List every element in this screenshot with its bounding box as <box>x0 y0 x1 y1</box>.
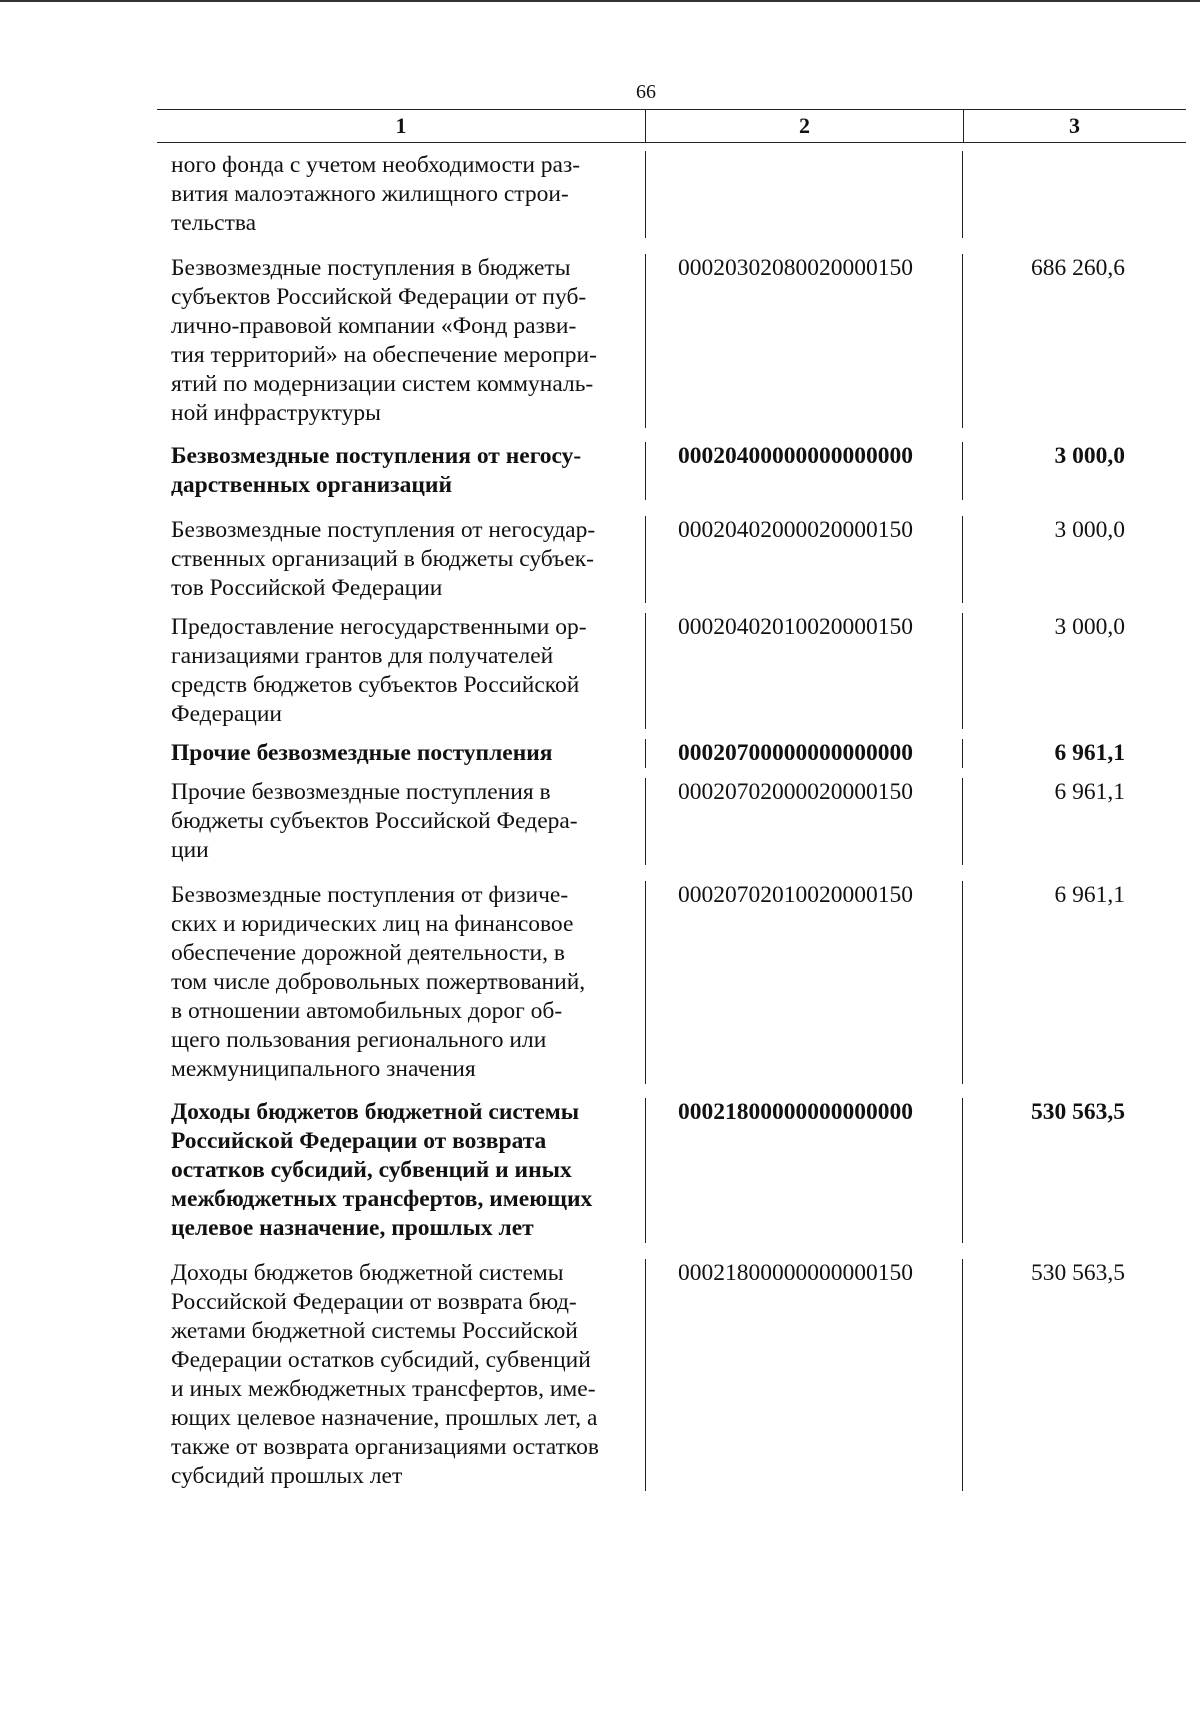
row-code-cell: 00020702010020000150 <box>645 881 962 1084</box>
row-code-cell: 00020700000000000000 <box>645 739 962 768</box>
table-row <box>157 238 1186 428</box>
row-code-cell: 00020402010020000150 <box>645 613 962 729</box>
page-number: 66 <box>636 81 656 103</box>
table-row <box>157 1243 1186 1495</box>
row-value-cell: 6 961,1 <box>962 881 1183 1084</box>
row-code-cell: 00020702000020000150 <box>645 778 962 865</box>
header-col-2: 2 <box>645 110 963 142</box>
table-row <box>157 729 1186 768</box>
row-value-cell: 3 000,0 <box>962 442 1183 500</box>
row-value-cell <box>962 151 1183 238</box>
row-name-cell: Доходы бюджетов бюджетной системы Российской Федерации от возврата остатков субсидий, субвенций и иных межбюджетных трансфертов, имеющих целевое назначение, прошлых лет <box>171 1099 593 1241</box>
table-row <box>157 1084 1186 1243</box>
table-row <box>157 500 1186 603</box>
scan-top-edge <box>0 0 1200 2</box>
row-name-cell: Безвозмездные поступления от негосудар- ственных организаций в бюджеты субъек- тов Российской Федерации <box>171 517 596 601</box>
row-value-cell: 3 000,0 <box>962 516 1183 603</box>
row-name-cell: Прочие безвозмездные поступления в бюджеты субъектов Российской Федера- ции <box>171 779 578 863</box>
row-name-cell: Прочие безвозмездные поступления <box>171 740 553 766</box>
row-code-cell: 00020302080020000150 <box>645 254 962 428</box>
row-code-cell <box>645 151 962 238</box>
row-value-cell: 3 000,0 <box>962 613 1183 729</box>
row-value-cell: 530 563,5 <box>962 1098 1183 1243</box>
row-name-cell: Доходы бюджетов бюджетной системы Российской Федерации от возврата бюд- жетами бюджетной системы Российской Федерации остатков субсидий, субвенций и иных межбюджетных трансфертов, име- ющих целевое назначение, прошлых лет, а также от возврата организациями остатков субсидий прошлых лет <box>171 1260 599 1489</box>
row-code-cell: 00020400000000000000 <box>645 442 962 500</box>
table-header <box>157 109 1186 143</box>
row-name-cell: Предоставление негосударственными ор- ганизациями грантов для получателей средств бюджетов субъектов Российской Федерации <box>171 614 587 727</box>
table-row <box>157 428 1186 500</box>
row-code-cell: 00021800000000000000 <box>645 1098 962 1243</box>
table-row <box>157 603 1186 729</box>
header-col-3: 3 <box>963 110 1185 142</box>
table-row <box>157 768 1186 865</box>
row-name-cell: Безвозмездные поступления от физиче- ских и юридических лиц на финансовое обеспечение дорожной деятельности, в том числе добровольных пожертвований, в отношении автомобильных дорог об- щего пользования регионального или межмуниципального значения <box>171 882 586 1082</box>
row-code-cell: 00020402000020000150 <box>645 516 962 603</box>
row-value-cell: 686 260,6 <box>962 254 1183 428</box>
table-row <box>157 143 1186 238</box>
row-name-cell: Безвозмездные поступления в бюджеты субъектов Российской Федерации от пуб- лично-правовой компании «Фонд разви- тия территорий» на обеспечение меропри- ятий по модернизации систем коммуналь- ной инфраструктуры <box>171 255 597 426</box>
row-name-cell: Безвозмездные поступления от негосу- дарственных организаций <box>171 443 582 498</box>
row-code-cell: 00021800000000000150 <box>645 1259 962 1491</box>
header-col-1: 1 <box>395 113 407 138</box>
row-value-cell: 6 961,1 <box>962 778 1183 865</box>
revenue-table <box>157 109 1186 1495</box>
row-value-cell: 530 563,5 <box>962 1259 1183 1491</box>
row-name-cell: ного фонда с учетом необходимости раз- вития малоэтажного жилищного строи- тельства <box>171 152 581 236</box>
table-body <box>157 143 1186 1495</box>
row-value-cell: 6 961,1 <box>962 739 1183 768</box>
table-row <box>157 865 1186 1084</box>
